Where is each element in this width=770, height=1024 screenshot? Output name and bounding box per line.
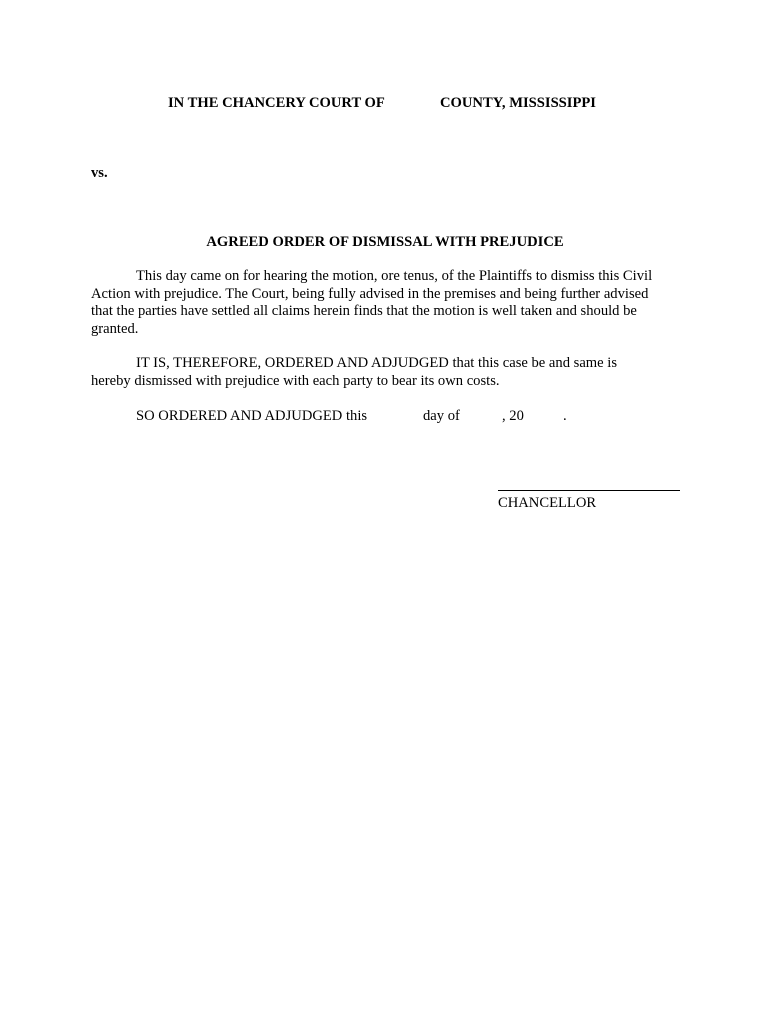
case-caption-vs: vs. <box>91 165 108 181</box>
year-text: , 20 <box>502 408 524 424</box>
so-ordered-text: SO ORDERED AND ADJUDGED this <box>136 408 368 424</box>
order-paragraph-2 <box>91 355 681 390</box>
order-title: AGREED ORDER OF DISMISSAL WITH PREJUDICE <box>206 234 564 250</box>
paragraph-line: that the parties have settled all claims herein finds that the motion is well taken and should be <box>91 303 637 320</box>
chancellor-label: CHANCELLOR <box>498 495 597 511</box>
date-period: . <box>563 408 567 424</box>
court-heading-right: COUNTY, MISSISSIPPI <box>440 95 596 111</box>
paragraph-line: Action with prejudice. The Court, being fully advised in the premises and being further advised <box>91 285 649 302</box>
court-heading-left: IN THE CHANCERY COURT OF <box>168 95 385 111</box>
paragraph-line: granted. <box>91 320 139 337</box>
paragraph-line: This day came on for hearing the motion, ore tenus, of the Plaintiffs to dismiss this Civil <box>136 268 653 284</box>
paragraph-line: hereby dismissed with prejudice with each party to bear its own costs. <box>91 372 500 389</box>
paragraph-line: IT IS, THEREFORE, ORDERED AND ADJUDGED that this case be and same is <box>136 355 618 371</box>
signature-line <box>498 490 680 491</box>
day-of-text: day of <box>423 408 460 424</box>
order-paragraph-1 <box>91 268 681 338</box>
